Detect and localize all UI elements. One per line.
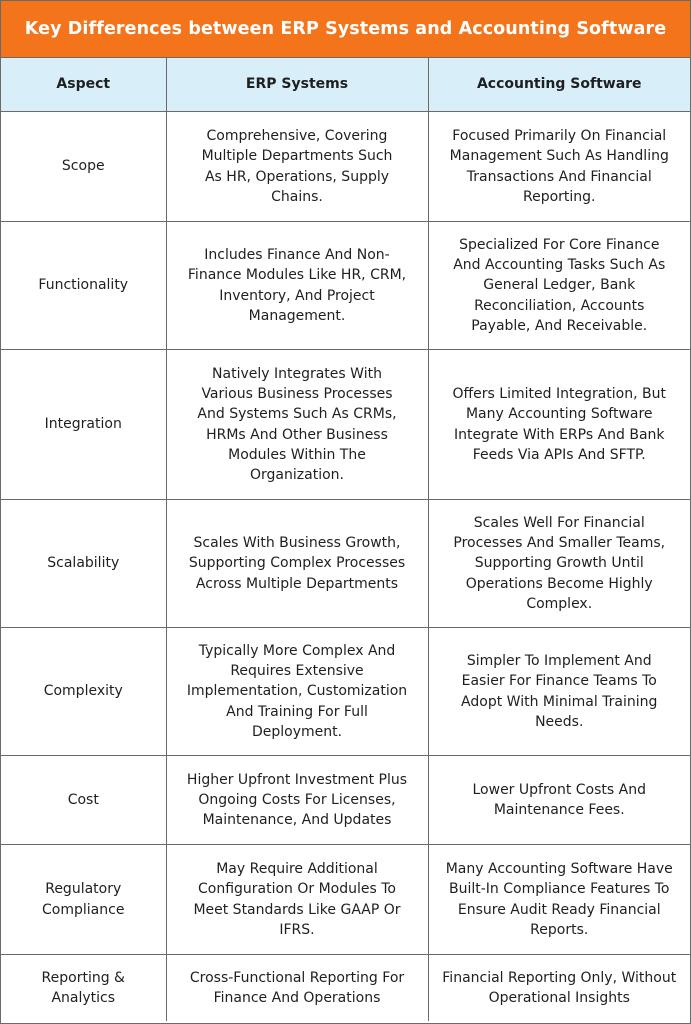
erp-cell: Typically More Complex And Requires Extensive Implementation, Customization And Training For Full Deployment.	[166, 628, 428, 756]
accounting-cell: Focused Primarily On Financial Management Such As Handling Transactions And Financial Reporting.	[428, 112, 690, 222]
table-title: Key Differences between ERP Systems and Accounting Software	[1, 1, 690, 58]
aspect-cell: Reporting & Analytics	[1, 955, 166, 1021]
erp-cell: May Require Additional Configuration Or Modules To Meet Standards Like GAAP Or IFRS.	[166, 845, 428, 955]
aspect-cell: Complexity	[1, 628, 166, 756]
header-row	[1, 58, 690, 112]
accounting-cell: Financial Reporting Only, Without Operational Insights	[442, 969, 677, 1006]
erp-cell: Comprehensive, Covering Multiple Departments Such As HR, Operations, Supply Chains.	[166, 112, 428, 222]
row-scope	[1, 112, 690, 222]
aspect-cell: Cost	[1, 756, 166, 845]
erp-cell: Includes Finance And Non-Finance Modules Like HR, CRM, Inventory, And Project Management.	[166, 222, 428, 350]
accounting-cell: Lower Upfront Costs And Maintenance Fees.	[428, 756, 690, 845]
accounting-cell: Offers Limited Integration, But Many Accounting Software Integrate With ERPs And Bank Feeds Via APIs And SFTP.	[428, 350, 690, 500]
row-regulatory-compliance	[1, 845, 690, 955]
accounting-cell: Many Accounting Software Have Built-In Compliance Features To Ensure Audit Ready Financial Reports.	[428, 845, 690, 955]
row-functionality	[1, 222, 690, 350]
accounting-cell: Simpler To Implement And Easier For Finance Teams To Adopt With Minimal Training Needs.	[428, 628, 690, 756]
accounting-cell: Scales Well For Financial Processes And Smaller Teams, Supporting Growth Until Operations Become Highly Complex.	[428, 500, 690, 628]
erp-cell: Scales With Business Growth, Supporting Complex Processes Across Multiple Departments	[166, 500, 428, 628]
row-cost	[1, 756, 690, 845]
erp-cell: Natively Integrates With Various Business Processes And Systems Such As CRMs, HRMs And Other Business Modules Within The Organization.	[166, 350, 428, 500]
accounting-cell: Specialized For Core Finance And Accounting Tasks Such As General Ledger, Bank Reconciliation, Accounts Payable, And Receivable.	[428, 222, 690, 350]
aspect-cell: Regulatory Compliance	[1, 845, 166, 955]
header-accounting-software: Accounting Software	[428, 58, 690, 112]
row-reporting-analytics	[1, 955, 690, 1021]
header-aspect: Aspect	[1, 58, 166, 112]
erp-cell: Cross-Functional Reporting For Finance And Operations	[166, 955, 428, 1021]
aspect-cell: Functionality	[1, 222, 166, 350]
erp-cell: Higher Upfront Investment Plus Ongoing Costs For Licenses, Maintenance, And Updates	[166, 756, 428, 845]
row-complexity	[1, 628, 690, 756]
header-erp-systems: ERP Systems	[166, 58, 428, 112]
row-scalability	[1, 500, 690, 628]
aspect-cell: Integration	[1, 350, 166, 500]
aspect-cell: Scalability	[1, 500, 166, 628]
row-integration	[1, 350, 690, 500]
aspect-cell: Scope	[1, 112, 166, 222]
comparison-table	[1, 58, 690, 1021]
